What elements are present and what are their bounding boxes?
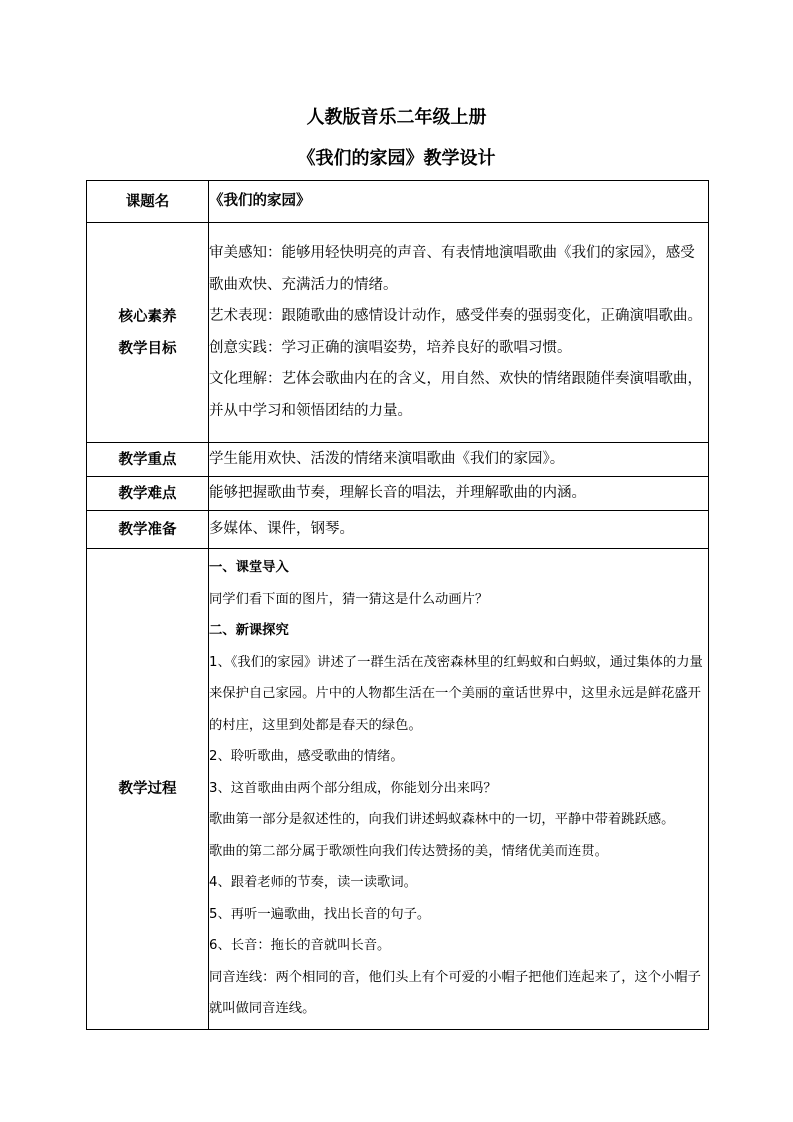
- difficulties-value: 能够把握歌曲节奏，理解长音的唱法，并理解歌曲的内涵。: [209, 477, 709, 511]
- process-item: 同音连线：两个相同的音，他们头上有个可爱的小帽子把他们连起来了，这个小帽子就叫做同音连线。: [209, 969, 701, 1016]
- difficulties-label: 教学难点: [87, 477, 209, 511]
- process-item: 4、跟着老师的节奏，读一读歌词。: [209, 875, 417, 890]
- goal-culture: 文化理解：艺体会歌曲内在的含义，用自然、欢快的情绪跟随伴奏演唱歌曲，并从中学习和领悟团结的力量。: [209, 371, 702, 419]
- key-points-label: 教学重点: [87, 443, 209, 477]
- row-goals: [87, 223, 709, 443]
- preparation-label: 教学准备: [87, 511, 209, 549]
- goals-label-line1: 核心素养: [118, 308, 177, 325]
- goals-label: [87, 223, 209, 443]
- process-value: [209, 549, 709, 1030]
- row-topic: [87, 181, 709, 223]
- process-item: 1、《我们的家园》讲述了一群生活在茂密森林里的红蚂蚁和白蚂蚁，通过集体的力量来保护自己家园。片中的人物都生活在一个美丽的童话世界中，这里永远是鲜花盛开的村庄，这里到处都是春天的绿色。: [209, 654, 703, 733]
- process-heading-intro: 一、课堂导入: [209, 560, 289, 575]
- key-points-value: 学生能用欢快、活泼的情绪来演唱歌曲《我们的家园》。: [209, 443, 709, 477]
- process-item: 歌曲的第二部分属于歌颂性向我们传达赞扬的美，情绪优美而连贯。: [209, 843, 608, 859]
- process-item: 同学们看下面的图片，猜一猜这是什么动画片？: [209, 591, 489, 607]
- row-difficulties: [87, 477, 709, 511]
- process-item: 5、再听一遍歌曲，找出长音的句子。: [209, 906, 431, 922]
- process-item: 2、聆听歌曲，感受歌曲的情绪。: [209, 749, 404, 764]
- topic-value: 《我们的家园》: [209, 181, 709, 223]
- process-item: 3、这首歌曲由两个部分组成，你能划分出来吗？: [209, 780, 497, 796]
- goal-expression: 艺术表现：跟随歌曲的感情设计动作，感受伴奏的强弱变化，正确演唱歌曲。: [209, 308, 702, 324]
- topic-label: 课题名: [87, 181, 209, 223]
- goal-creative: 创意实践：学习正确的演唱姿势，培养良好的歌唱习惯。: [209, 339, 572, 356]
- preparation-value: 多媒体、课件，钢琴。: [209, 511, 709, 549]
- goals-value: [209, 223, 709, 443]
- row-process: [87, 549, 709, 1030]
- goals-label-line2: 教学目标: [118, 340, 177, 357]
- process-label: 教学过程: [87, 549, 209, 1030]
- process-item: 歌曲第一部分是叙述性的，向我们讲述蚂蚁森林中的一切，平静中带着跳跃感。: [209, 812, 675, 827]
- goal-aesthetic: 审美感知：能够用轻快明亮的声音、有表情地演唱歌曲《我们的家园》，感受歌曲欢快、充满活力的情绪。: [209, 245, 695, 293]
- row-key-points: [87, 443, 709, 477]
- row-preparation: [87, 511, 709, 549]
- document-title: 人教版音乐二年级上册: [306, 107, 487, 128]
- lesson-plan-table: [86, 180, 709, 1030]
- process-heading-explore: 二、新课探究: [209, 623, 289, 638]
- document-subtitle: 《我们的家园》教学设计: [297, 148, 496, 169]
- process-item: 6、长音：拖长的音就叫长音。: [209, 938, 391, 953]
